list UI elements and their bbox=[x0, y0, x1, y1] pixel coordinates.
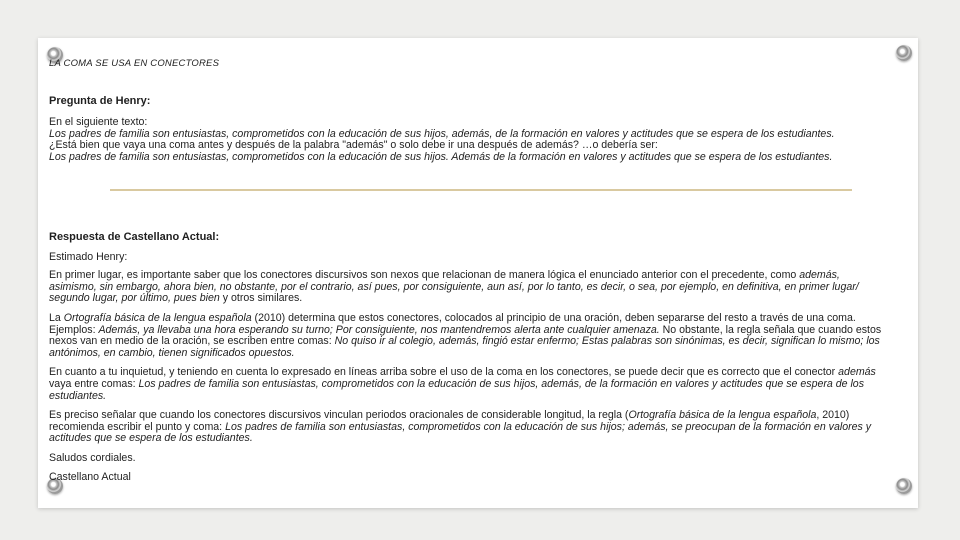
answer-paragraph-3 bbox=[49, 367, 889, 402]
answer-paragraph-2 bbox=[49, 313, 889, 359]
text-run: (2010) determina que estos conectores, colocados al principio de una oración, deben separarse del resto a través de una coma. Ejemplos: bbox=[49, 311, 856, 336]
question-body bbox=[49, 117, 894, 163]
text-run: En primer lugar, es importante saber que los conectores discursivos son nexos que relacionan de manera lógica el enunciado anterior con el precedente, como bbox=[49, 269, 800, 282]
question-example-2: Los padres de familia son entusiastas, comprometidos con la educación de sus hijos. Además de la formación en valores y actitudes que se espera de los estudiantes. bbox=[49, 150, 833, 163]
pushpin-icon bbox=[896, 478, 912, 494]
text-run: No obstante, la regla señala que cuando estos nexos van en medio de la oración, se escriben entre comas: bbox=[49, 323, 882, 348]
question-section bbox=[49, 58, 894, 164]
text-run-italic: Ortografía básica de la lengua española bbox=[63, 311, 252, 324]
question-intro: En el siguiente texto: bbox=[49, 116, 148, 129]
pushpin-icon bbox=[896, 45, 912, 61]
text-run: y otros similares. bbox=[222, 292, 303, 305]
text-run: , 2010) recomienda escribir el punto y coma: bbox=[49, 409, 850, 433]
question-ask: ¿Está bien que vaya una coma antes y después de la palabra "además" o solo debe ir una después de además? …o debería ser: bbox=[49, 139, 658, 152]
text-run: Es preciso señalar que cuando los conectores discursivos vinculan periodos oracionales de considerable longitud, la regla ( bbox=[49, 409, 629, 422]
answer-greeting: Estimado Henry: bbox=[49, 250, 128, 263]
answer-title: Respuesta de Castellano Actual: bbox=[49, 231, 220, 243]
text-run-italic: Además, ya llevaba una hora esperando su turno; Por consiguiente, nos mantendremos alerta ante cualquier amenaza. bbox=[98, 323, 660, 336]
text-run-italic: Los padres de familia son entusiastas, comprometidos con la educación de sus hijos; además, se preocupan de la formación en valores y actitudes que se espera de los estudiantes. bbox=[49, 420, 872, 445]
answer-paragraph-4 bbox=[49, 410, 889, 445]
text-run-italic: además bbox=[838, 366, 876, 379]
text-run: vaya entre comas: bbox=[49, 377, 139, 390]
text-run-italic: No quiso ir al colegio, además, fingió estar enfermo; Estas palabras son sinónimas, es decir, significan lo mismo; los antónimos, en cambio, tienen significados opuestos. bbox=[49, 335, 880, 359]
answer-section bbox=[49, 232, 889, 491]
text-run-italic: Los padres de familia son entusiastas, comprometidos con la educación de sus hijos, además, de la formación en valores y actitudes que se espera de los estudiantes. bbox=[49, 377, 864, 402]
text-run: En cuanto a tu inquietud, y teniendo en cuenta lo expresado en líneas arriba sobre el uso de la coma en los conectores, se puede decir que es correcto que el conector bbox=[49, 366, 839, 379]
text-run-italic: además, asimismo, sin embargo, ahora bien, no obstante, por el contrario, así pues, por consiguiente, aun así, por lo tanto, es decir, o sea, por ejemplo, en definitiva, en primer lugar/ segundo lugar, por último, pues bien bbox=[49, 269, 859, 305]
question-example-1: Los padres de familia son entusiastas, comprometidos con la educación de sus hijos, además, de la formación en valores y actitudes que se espera de los estudiantes. bbox=[49, 127, 835, 140]
slide-header: LA COMA SE USA EN CONECTORES bbox=[49, 58, 220, 69]
answer-closing: Saludos cordiales. bbox=[49, 451, 136, 464]
answer-paragraph-1 bbox=[49, 270, 889, 305]
question-title: Pregunta de Henry: bbox=[49, 94, 151, 107]
answer-signature: Castellano Actual bbox=[49, 470, 131, 483]
text-run: La bbox=[49, 311, 64, 324]
divider-line bbox=[110, 189, 852, 191]
text-run-italic: Ortografía básica de la lengua española bbox=[628, 409, 817, 422]
